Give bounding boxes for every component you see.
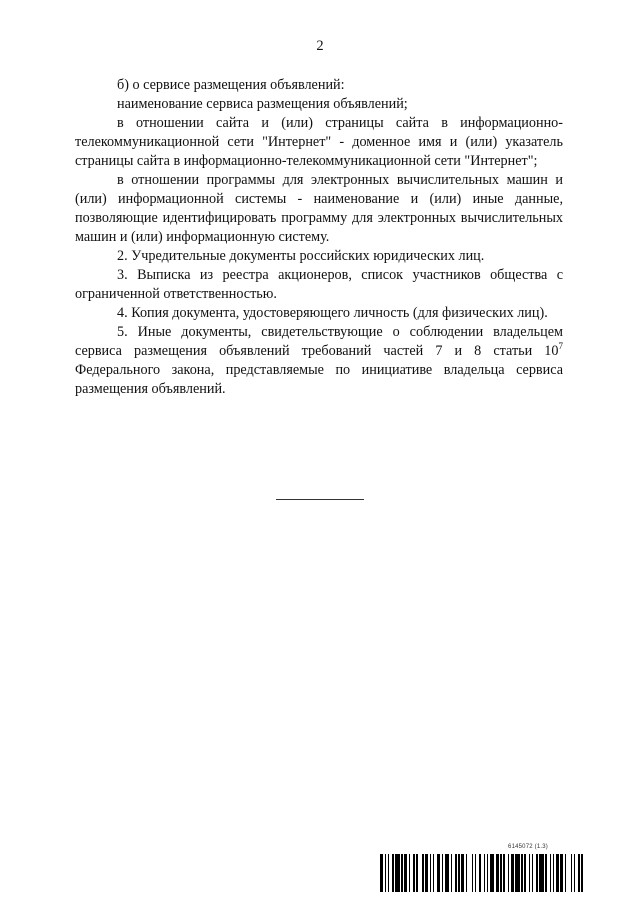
- paragraph-website: в отношении сайта и (или) страницы сайта в информационно-телекоммуникационной сети "Интернет" - доменное имя и (или) указатель страницы сайта в информационно-телекоммуникационной сети "Интернет";: [75, 115, 563, 169]
- item-4-identity-document: 4. Копия документа, удостоверяющего личность (для физических лиц).: [117, 305, 548, 321]
- item-5-other-documents: [75, 323, 563, 399]
- item-3-registry-extract: 3. Выписка из реестра акционеров, список участников общества с ограниченной ответственностью.: [75, 267, 563, 302]
- barcode-block: [380, 844, 586, 892]
- paragraph-program: в отношении программы для электронных вычислительных машин и (или) информационной системы - наименование и (или) иные данные, позволяющие идентифицировать программу для электронных вычислительных машин и (или) информационную систему.: [75, 172, 563, 245]
- item-5-text-before: 5. Иные документы, свидетельствующие о соблюдении владельцем сервиса размещения объявлений требований частей 7 и 8 статьи 10: [75, 324, 563, 359]
- paragraph-service-heading: б) о сервисе размещения объявлений:: [117, 77, 345, 93]
- item-2-founding-documents: 2. Учредительные документы российских юридических лиц.: [117, 248, 485, 264]
- barcode-code: 6145072 (1.3): [508, 844, 548, 850]
- paragraph-service-name: наименование сервиса размещения объявлений;: [117, 96, 408, 112]
- article-superscript: 7: [558, 341, 563, 351]
- barcode-icon: [380, 854, 586, 892]
- end-divider: [276, 499, 364, 500]
- page-number: 2: [316, 38, 324, 54]
- item-5-text-after: Федерального закона, представляемые по инициативе владельца сервиса размещения объявлений.: [75, 362, 563, 397]
- document-body: [75, 76, 563, 399]
